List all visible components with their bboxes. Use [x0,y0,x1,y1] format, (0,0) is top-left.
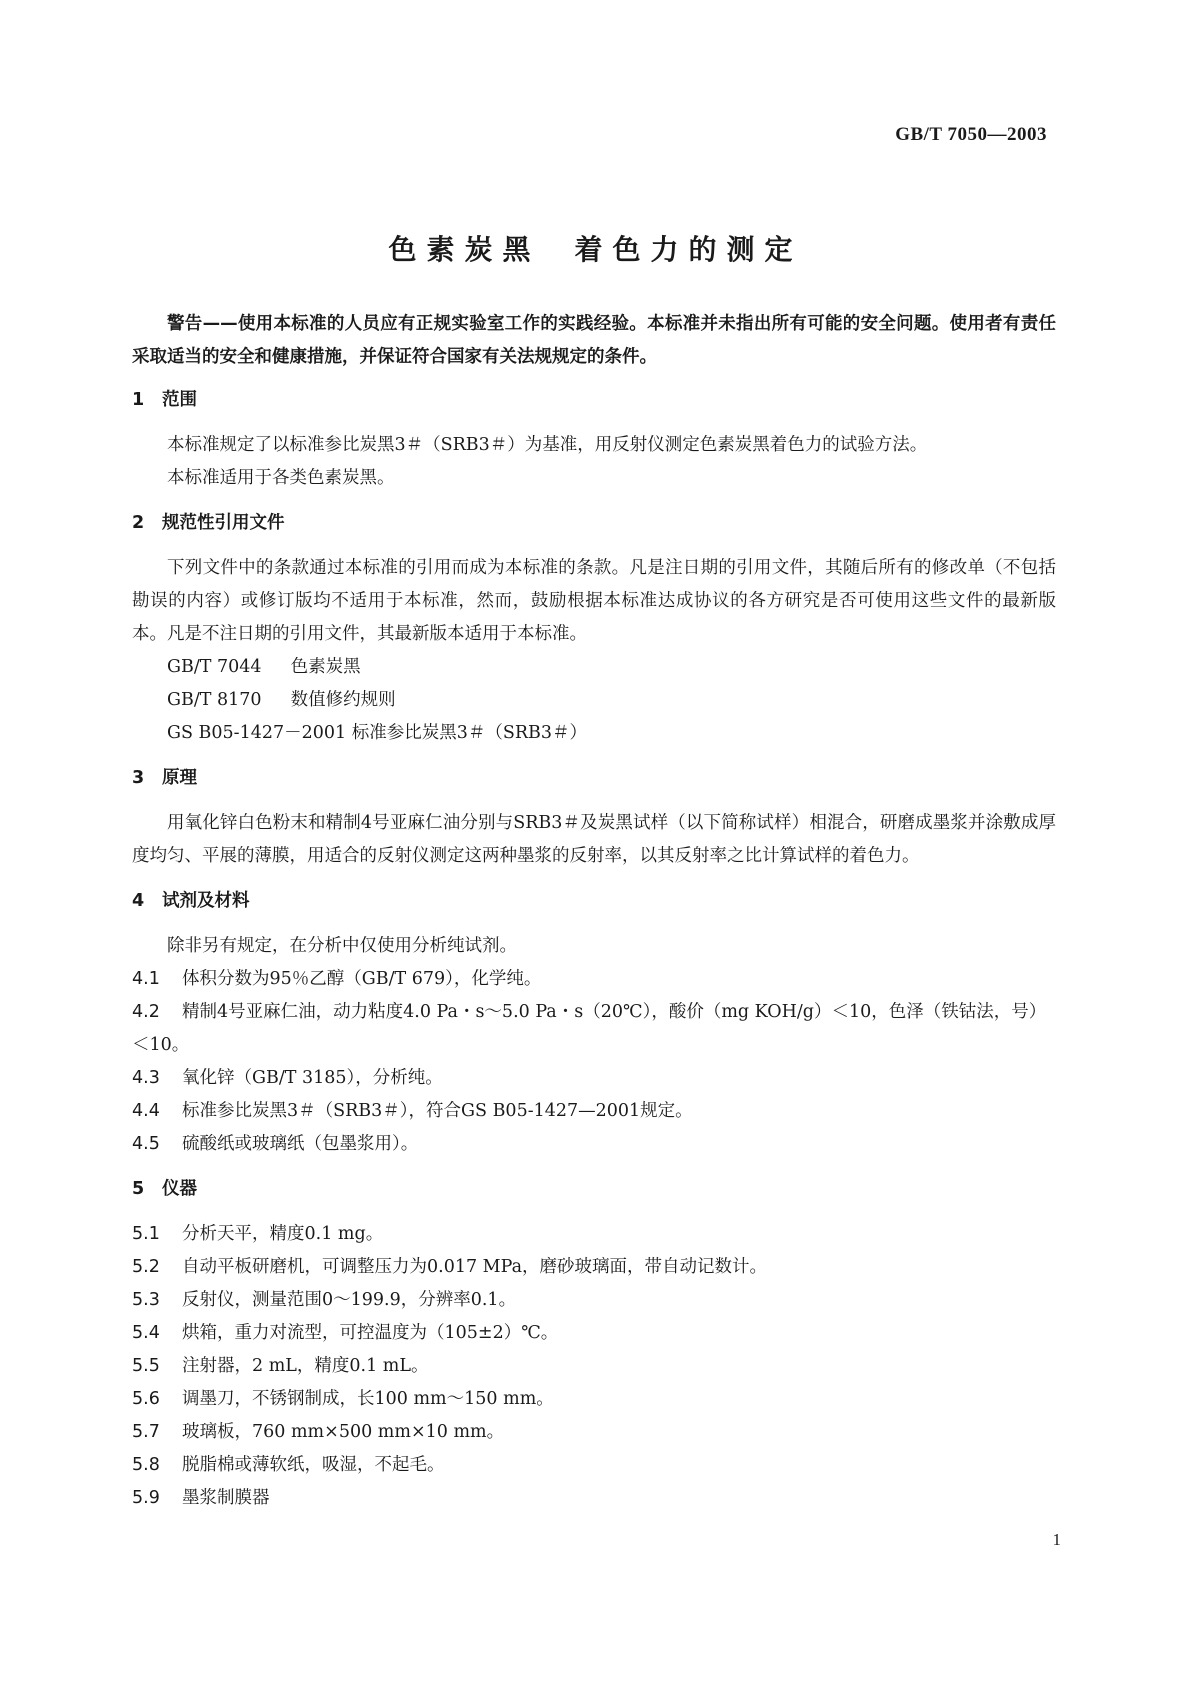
section-scope [132,384,1056,495]
section-heading [132,507,1056,540]
section-apparatus [132,1173,1056,1515]
item-number: 5.4 [132,1323,160,1343]
item-text: 反射仪，测量范围0～199.9，分辨率0.1。 [182,1290,517,1310]
document-title [0,228,1191,268]
section-number: 3 [132,768,145,788]
item-text: 精制4号亚麻仁油，动力粘度4.0 Pa・s～5.0 Pa・s（20℃），酸价（mg KOH/g）＜10，色泽（铁钴法，号）＜10。 [132,1002,1047,1055]
standard-code: GB/T 7050—2003 [895,124,1047,145]
title-part-2: 着色力的测定 [574,233,803,266]
reference-code: GB/T 8170 [167,690,262,710]
list-item [132,1317,1056,1350]
list-item [132,1062,1056,1095]
reference-name: 标准参比炭黑3＃（SRB3＃） [351,723,588,743]
list-item [132,996,1056,1062]
section-number: 2 [132,513,145,533]
document-body [132,308,1056,1527]
item-text: 玻璃板，760 mm×500 mm×10 mm。 [182,1422,505,1442]
item-text: 自动平板研磨机，可调整压力为0.017 MPa，磨砂玻璃面，带自动记数计。 [182,1257,768,1277]
item-text: 氧化锌（GB/T 3185），分析纯。 [182,1068,443,1088]
item-number: 5.6 [132,1389,160,1409]
list-item [132,1284,1056,1317]
section-title: 规范性引用文件 [162,513,285,533]
section-reagents [132,885,1056,1161]
paragraph: 下列文件中的条款通过本标准的引用而成为本标准的条款。凡是注日期的引用文件，其随后所有的修改单（不包括勘误的内容）或修订版均不适用于本标准，然而，鼓励根据本标准达成协议的各方研究是否可使用这些文件的最新版本。凡是不注日期的引用文件，其最新版本适用于本标准。 [132,558,1056,644]
item-number: 5.5 [132,1356,160,1376]
list-item [132,1449,1056,1482]
item-number: 5.1 [132,1224,160,1244]
paragraph: 用氧化锌白色粉末和精制4号亚麻仁油分别与SRB3＃及炭黑试样（以下简称试样）相混合，研磨成墨浆并涂敷成厚度均匀、平展的薄膜，用适合的反射仪测定这两种墨浆的反射率，以其反射率之比计算试样的着色力。 [132,813,1056,866]
section-heading [132,762,1056,795]
item-text: 调墨刀，不锈钢制成，长100 mm～150 mm。 [182,1389,554,1409]
paragraph: 本标准适用于各类色素炭黑。 [167,468,395,488]
item-text: 脱脂棉或薄软纸，吸湿，不起毛。 [182,1455,445,1475]
list-item [132,963,1056,996]
reference-name: 数值修约规则 [290,690,396,710]
section-normative-references [132,507,1056,750]
item-number: 4.1 [132,969,160,989]
list-item [132,1482,1056,1515]
section-heading [132,1173,1056,1206]
item-text: 硫酸纸或玻璃纸（包墨浆用）。 [182,1134,419,1154]
section-number: 5 [132,1179,145,1199]
section-principle [132,762,1056,873]
list-item [132,1416,1056,1449]
list-item [132,1218,1056,1251]
list-item [132,1095,1056,1128]
item-number: 5.2 [132,1257,160,1277]
item-number: 4.2 [132,1002,160,1022]
item-number: 4.4 [132,1101,160,1121]
item-text: 烘箱，重力对流型，可控温度为（105±2）℃。 [182,1323,559,1343]
item-number: 5.9 [132,1488,160,1508]
section-title: 试剂及材料 [162,891,250,911]
item-number: 5.3 [132,1290,160,1310]
page-number: 1 [1052,1530,1061,1549]
item-number: 5.8 [132,1455,160,1475]
item-number: 4.3 [132,1068,160,1088]
section-title: 范围 [162,390,197,410]
item-text: 体积分数为95％乙醇（GB/T 679），化学纯。 [182,969,542,989]
reference-item [167,684,1056,717]
paragraph: 除非另有规定，在分析中仅使用分析纯试剂。 [167,936,517,956]
list-item [132,1251,1056,1284]
reference-code: GS B05-1427－2001 [167,723,347,743]
section-number: 4 [132,891,145,911]
warning-paragraph: 警告——使用本标准的人员应有正规实验室工作的实践经验。本标准并未指出所有可能的安全问题。使用者有责任采取适当的安全和健康措施，并保证符合国家有关法规规定的条件。 [132,314,1056,367]
item-number: 5.7 [132,1422,160,1442]
item-text: 注射器，2 mL，精度0.1 mL。 [182,1356,429,1376]
reference-code: GB/T 7044 [167,657,262,677]
item-text: 分析天平，精度0.1 mg。 [182,1224,384,1244]
section-heading [132,384,1056,417]
item-text: 墨浆制膜器 [182,1488,270,1508]
section-title: 原理 [162,768,197,788]
list-item [132,1383,1056,1416]
reference-item [167,651,1056,684]
item-number: 4.5 [132,1134,160,1154]
list-item [132,1128,1056,1161]
list-item [132,1350,1056,1383]
paragraph: 本标准规定了以标准参比炭黑3＃（SRB3＃）为基准，用反射仪测定色素炭黑着色力的试验方法。 [167,435,928,455]
title-part-1: 色素炭黑 [388,233,541,266]
reference-name: 色素炭黑 [290,657,361,677]
item-text: 标准参比炭黑3＃（SRB3＃），符合GS B05-1427—2001规定。 [182,1101,693,1121]
reference-item [167,717,1056,750]
section-title: 仪器 [162,1179,197,1199]
section-number: 1 [132,390,145,410]
section-heading [132,885,1056,918]
